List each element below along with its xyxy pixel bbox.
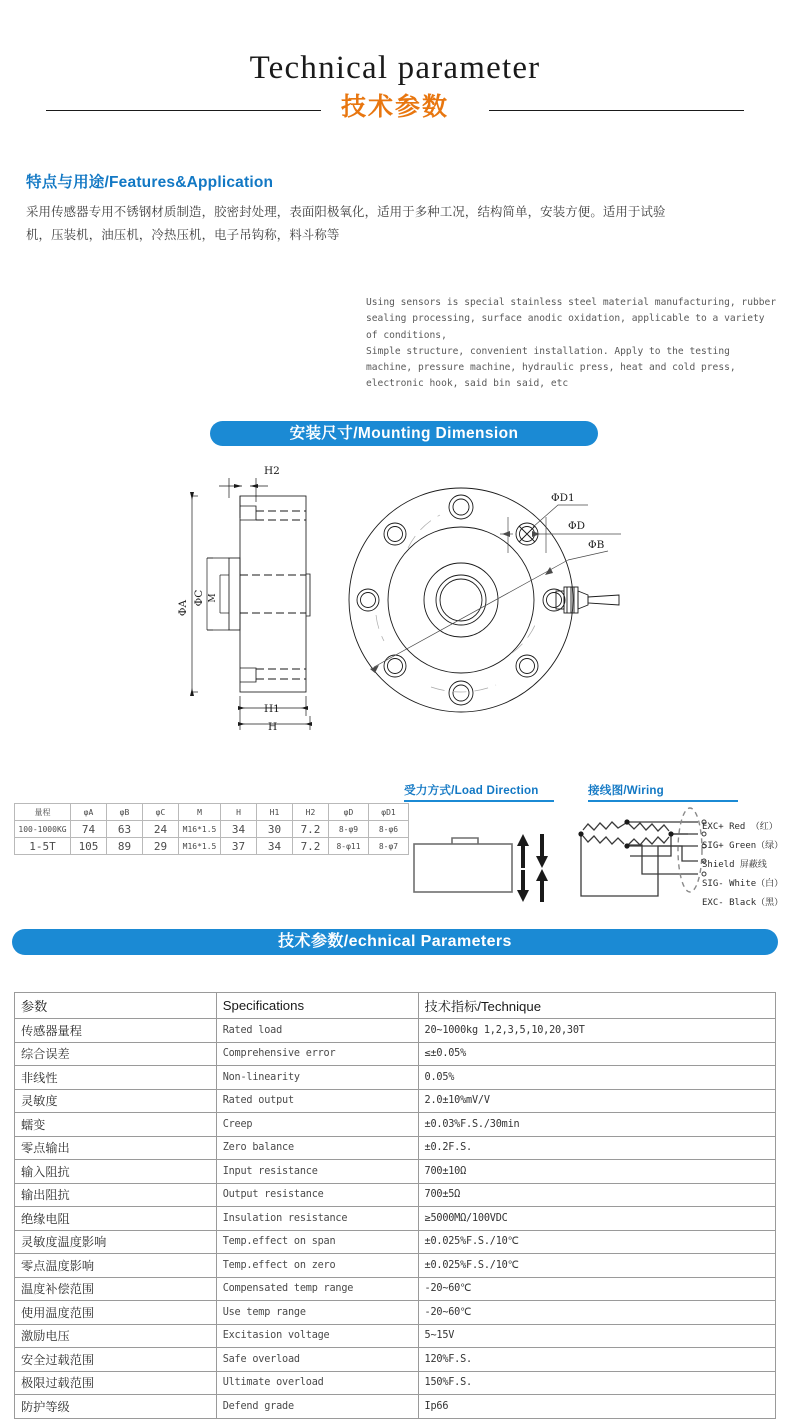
spec-cell-en: Rated output — [216, 1089, 418, 1113]
spec-cell-val: -20~60℃ — [418, 1277, 775, 1301]
spec-table-row — [15, 1254, 776, 1278]
dim-cell: 100-1000KG — [15, 821, 71, 838]
load-direction-figure — [412, 822, 552, 909]
spec-cell-val: ±0.025%F.S./10℃ — [418, 1254, 775, 1278]
dim-header-cell: φB — [107, 804, 143, 821]
label-phi-b: ΦB — [588, 539, 605, 551]
dim-header-cell: M — [179, 804, 221, 821]
spec-table-row — [15, 1113, 776, 1137]
dim-header-cell: H2 — [293, 804, 329, 821]
spec-cell-val: ±0.025%F.S./10℃ — [418, 1230, 775, 1254]
wiring-labels — [702, 818, 783, 913]
spec-cell-cn: 使用温度范围 — [15, 1301, 217, 1325]
spec-table-header-row — [15, 993, 776, 1019]
spec-cell-en: Creep — [216, 1113, 418, 1137]
spec-table-row — [15, 1277, 776, 1301]
svg-text:ΦC: ΦC — [193, 589, 205, 607]
dim-cell: 29 — [143, 838, 179, 855]
dim-cell: 74 — [71, 821, 107, 838]
dim-cell: 8-φ9 — [329, 821, 369, 838]
spec-table-row — [15, 1230, 776, 1254]
load-arrows — [517, 834, 548, 902]
spec-table-row — [15, 1348, 776, 1372]
svg-text:H: H — [268, 721, 278, 733]
load-direction-heading: 受力方式/Load Direction — [404, 784, 539, 797]
spec-cell-val: 700±5Ω — [418, 1183, 775, 1207]
spec-cell-cn: 零点温度影响 — [15, 1254, 217, 1278]
spec-cell-val: 700±10Ω — [418, 1160, 775, 1184]
spec-cell-cn: 安全过载范围 — [15, 1348, 217, 1372]
spec-cell-cn: 绝缘电阻 — [15, 1207, 217, 1231]
dim-cell: 30 — [257, 821, 293, 838]
spec-cell-en: Insulation resistance — [216, 1207, 418, 1231]
features-heading: 特点与用途/Features&Application — [26, 174, 274, 191]
spec-cell-en: Compensated temp range — [216, 1277, 418, 1301]
spec-cell-cn: 非线性 — [15, 1066, 217, 1090]
spec-table-row — [15, 1019, 776, 1043]
dim-header-cell: φD — [329, 804, 369, 821]
dim-cell: 8-φ11 — [329, 838, 369, 855]
dimension-table-row — [15, 821, 409, 838]
spec-table-row — [15, 1395, 776, 1419]
svg-text:ΦA: ΦA — [177, 599, 189, 617]
dim-header-cell: 量程 — [15, 804, 71, 821]
spec-table-row — [15, 1183, 776, 1207]
wiring-label: EXC- Black（黑） — [702, 898, 784, 908]
spec-cell-cn: 传感器量程 — [15, 1019, 217, 1043]
wiring-diagram — [570, 806, 710, 921]
dim-header-cell: H1 — [257, 804, 293, 821]
drawing-front-view — [336, 465, 636, 735]
spec-cell-en: Rated load — [216, 1019, 418, 1043]
spec-cell-en: Output resistance — [216, 1183, 418, 1207]
spec-cell-cn: 防护等级 — [15, 1395, 217, 1419]
svg-text:H1: H1 — [264, 703, 280, 715]
spec-cell-en: Temp.effect on zero — [216, 1254, 418, 1278]
page-title-en: Technical parameter — [249, 50, 541, 86]
page-title-block — [0, 48, 790, 128]
spec-cell-en: Defend grade — [216, 1395, 418, 1419]
dim-cell: 24 — [143, 821, 179, 838]
spec-cell-val: ≤±0.05% — [418, 1042, 775, 1066]
spec-header-cell: 参数 — [15, 993, 217, 1019]
spec-table-row — [15, 1089, 776, 1113]
dim-header-cell: φA — [71, 804, 107, 821]
dim-header-cell: H — [221, 804, 257, 821]
page-title-cn: 技术参数 — [340, 93, 449, 121]
wiring-label: SIG- White（白） — [702, 879, 784, 889]
dim-cell: 63 — [107, 821, 143, 838]
spec-header-cell: 技术指标/Technique — [418, 993, 775, 1019]
spec-cell-cn: 输出阻抗 — [15, 1183, 217, 1207]
spec-table-row — [15, 1301, 776, 1325]
wiring-label: EXC+ Red （红） — [702, 822, 778, 832]
spec-cell-en: Non-linearity — [216, 1066, 418, 1090]
spec-cell-en: Use temp range — [216, 1301, 418, 1325]
dim-cell: 8-φ7 — [369, 838, 409, 855]
spec-cell-val: ≥5000MΩ/100VDC — [418, 1207, 775, 1231]
spec-cell-val: 20~1000kg 1,2,3,5,10,20,30T — [418, 1019, 775, 1043]
spec-table-row — [15, 1324, 776, 1348]
spec-cell-val: 5~15V — [418, 1324, 775, 1348]
spec-cell-val: Ip66 — [418, 1395, 775, 1419]
banner-technical-parameters: 技术参数/echnical Parameters — [12, 929, 778, 955]
dim-cell: 37 — [221, 838, 257, 855]
spec-table-row — [15, 1042, 776, 1066]
svg-text:M: M — [208, 593, 218, 603]
features-body-cn: 采用传感器专用不锈钢材质制造，胶密封处理，表面阳极氧化，适用于多种工况，结构简单，安装方便。适用于试验机，压装机，油压机，冷热压机，电子吊钩称，料斗称等 — [26, 205, 666, 242]
spec-cell-cn: 温度补偿范围 — [15, 1277, 217, 1301]
svg-text:H2: H2 — [264, 465, 280, 477]
label-phi-d1: ΦD1 — [551, 492, 575, 504]
spec-cell-cn: 输入阻抗 — [15, 1160, 217, 1184]
spec-cell-val: ±0.03%F.S./30min — [418, 1113, 775, 1137]
dim-cell: 105 — [71, 838, 107, 855]
label-phi-d: ΦD — [568, 520, 586, 532]
spec-table-row — [15, 1207, 776, 1231]
spec-cell-cn: 蠕变 — [15, 1113, 217, 1137]
spec-cell-en: Input resistance — [216, 1160, 418, 1184]
spec-cell-val: -20~60℃ — [418, 1301, 775, 1325]
dim-cell: 7.2 — [293, 838, 329, 855]
dim-header-cell: φC — [143, 804, 179, 821]
wiring-label: Shield 屏蔽线 — [702, 860, 767, 870]
spec-table-row — [15, 1136, 776, 1160]
wiring-label: SIG+ Green（绿） — [702, 841, 784, 851]
spec-cell-val: 120%F.S. — [418, 1348, 775, 1372]
spec-cell-en: Zero balance — [216, 1136, 418, 1160]
spec-cell-cn: 零点输出 — [15, 1136, 217, 1160]
spec-cell-cn: 激励电压 — [15, 1324, 217, 1348]
spec-table-row — [15, 1371, 776, 1395]
spec-cell-cn: 综合误差 — [15, 1042, 217, 1066]
features-body-en-p1: Using sensors is special stainless steel material manufacturing, rubber sealing processing, surface anodic oxidation, applicable to a variety of conditions, — [366, 297, 777, 341]
dim-cell: 7.2 — [293, 821, 329, 838]
spec-table-row — [15, 1066, 776, 1090]
features-body-en — [366, 295, 778, 393]
spec-cell-val: 2.0±10%mV/V — [418, 1089, 775, 1113]
spec-cell-en: Comprehensive error — [216, 1042, 418, 1066]
title-rule-right — [489, 110, 744, 111]
spec-cell-en: Ultimate overload — [216, 1371, 418, 1395]
banner-mounting-dimension: 安装尺寸/Mounting Dimension — [210, 421, 598, 446]
dimension-table-row — [15, 838, 409, 855]
spec-cell-en: Excitasion voltage — [216, 1324, 418, 1348]
dim-cell: 34 — [257, 838, 293, 855]
dimension-table — [14, 803, 409, 855]
spec-cell-en: Temp.effect on span — [216, 1230, 418, 1254]
spec-cell-en: Safe overload — [216, 1348, 418, 1372]
dim-cell: 8-φ6 — [369, 821, 409, 838]
dimension-table-header-row — [15, 804, 409, 821]
spec-cell-val: 0.05% — [418, 1066, 775, 1090]
spec-cell-val: ±0.2F.S. — [418, 1136, 775, 1160]
spec-cell-cn: 灵敏度温度影响 — [15, 1230, 217, 1254]
page-title-row — [0, 90, 790, 128]
spec-cell-val: 150%F.S. — [418, 1371, 775, 1395]
dim-cell: M16*1.5 — [179, 821, 221, 838]
dim-cell: 34 — [221, 821, 257, 838]
specifications-table — [14, 992, 776, 1419]
spec-header-cell: Specifications — [216, 993, 418, 1019]
dim-header-cell: φD1 — [369, 804, 409, 821]
wiring-underline — [588, 800, 738, 802]
dim-cell: M16*1.5 — [179, 838, 221, 855]
features-body-en-p2: Simple structure, convenient installation. Apply to the testing machine, pressure machine, hydraulic press, heat and cold press, electronic hook, said bin said, etc — [366, 345, 736, 390]
spec-cell-cn: 灵敏度 — [15, 1089, 217, 1113]
spec-table-row — [15, 1160, 776, 1184]
spec-cell-cn: 极限过载范围 — [15, 1371, 217, 1395]
dim-cell: 1-5T — [15, 838, 71, 855]
dim-cell: 89 — [107, 838, 143, 855]
wiring-heading: 接线图/Wiring — [588, 784, 664, 797]
load-direction-underline — [404, 800, 554, 802]
